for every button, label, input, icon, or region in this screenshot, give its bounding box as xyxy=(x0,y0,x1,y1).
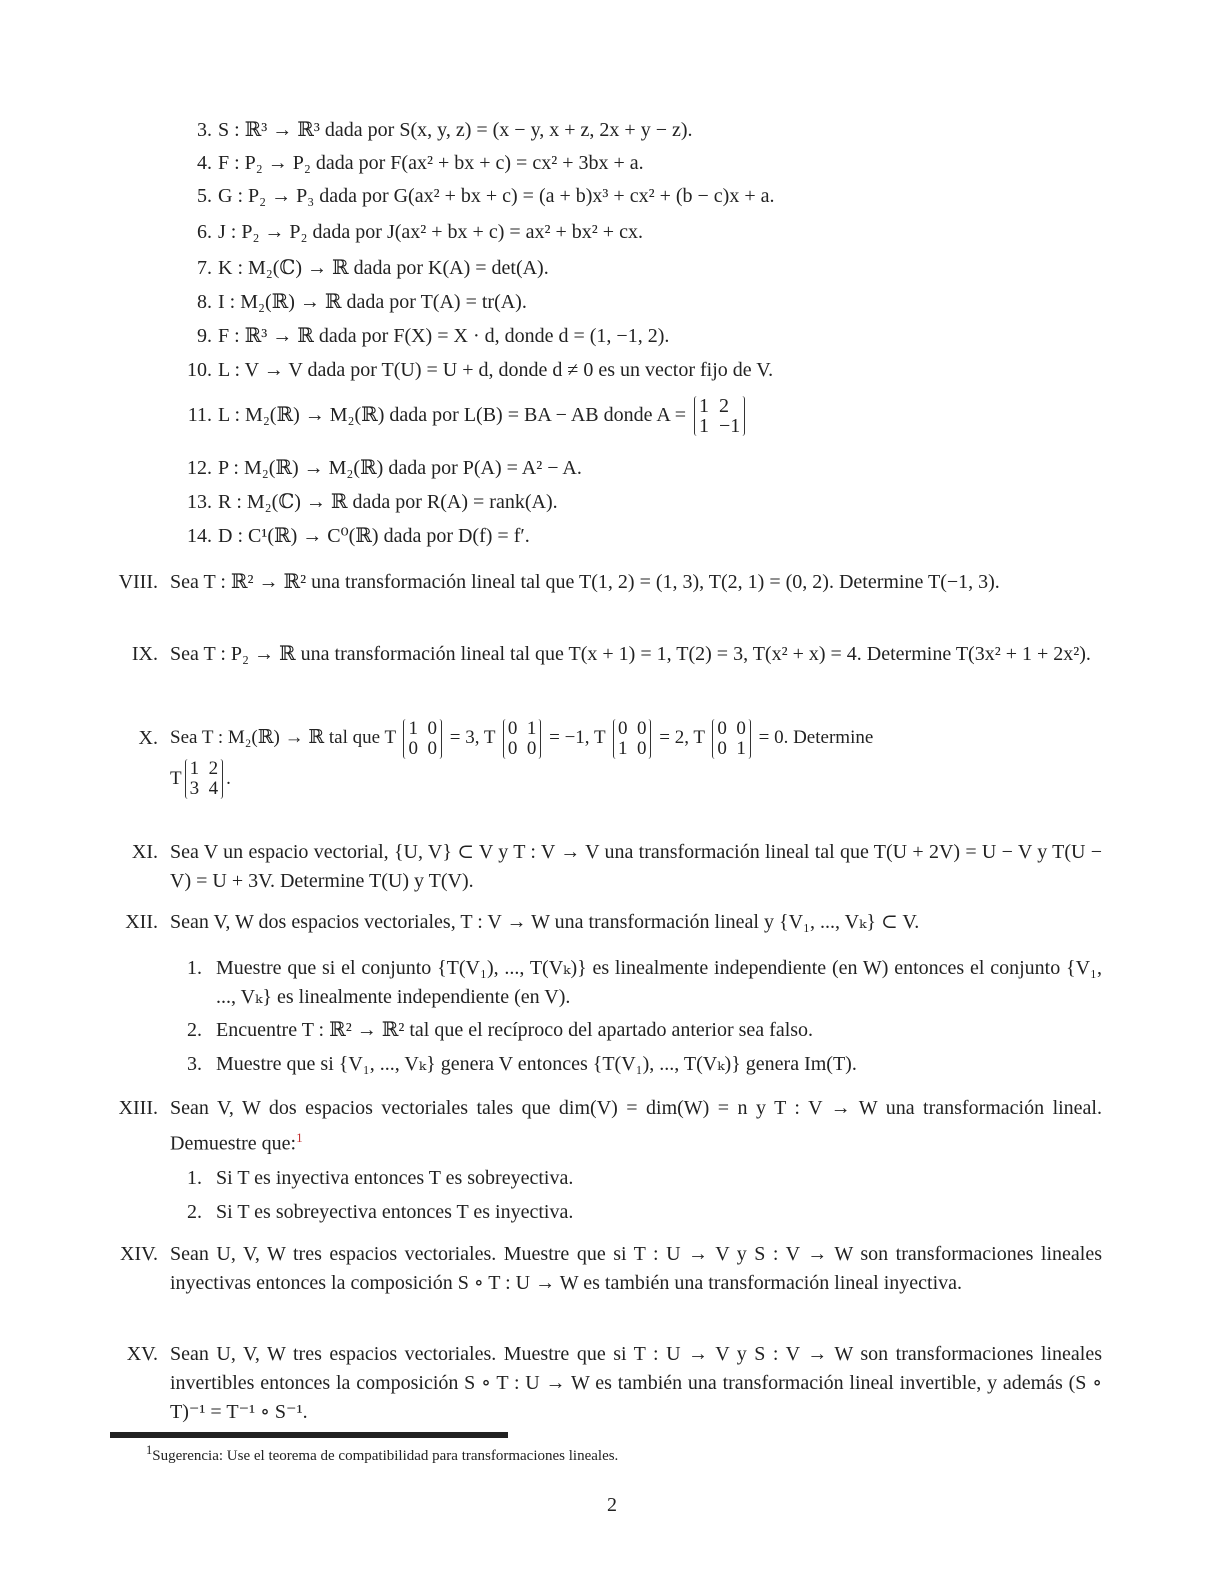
matrix-3: 0 0 1 0 xyxy=(613,719,652,759)
list-item: 9. F : ℝ³ → ℝ dada por F(X) = X · d, donde d = (1, −1, 2). xyxy=(197,325,670,347)
matrix-5: 1 2 3 4 xyxy=(185,759,224,799)
list-item: 8. I : M₂(ℝ) → ℝ dada por T(A) = tr(A). xyxy=(197,291,527,313)
list-item: 1. Muestre que si el conjunto {T(V₁), ..., T(Vₖ)} es linealmente independiente (en W) entonces el conjunto {V₁, ..., Vₖ} es linealmente independiente (en V). xyxy=(187,957,1102,1008)
matrix-2: 0 1 0 0 xyxy=(503,719,542,759)
problem-viii: VIII. Sea T : ℝ² → ℝ² una transformación lineal tal que T(1, 2) = (1, 3), T(2, 1) = (0, 2). Determine T(−1, 3). xyxy=(118,571,1000,593)
problem-xii: XII. Sean V, W dos espacios vectoriales, T : V → W una transformación lineal y {V₁, ..., Vₖ} ⊂ V. xyxy=(125,911,920,933)
problem-xiii: XIII. Sean V, W dos espacios vectoriales tales que dim(V) = dim(W) = n y T : V → W una transformación lineal. Demuestre que:$^1$ xyxy=(118,1097,1102,1155)
footnote-rule xyxy=(110,1432,508,1438)
matrix-1: 1 0 0 0 xyxy=(403,719,442,759)
problem-xv: XV. Sean U, V, W tres espacios vectoriales. Muestre que si T : U → V y S : V → W son transformaciones lineales invertibles entonces la composición S ∘ T : U → W es también una transformación lineal invertible, y además (S ∘ T)⁻¹ = T⁻¹ ∘ S⁻¹. xyxy=(126,1343,1102,1423)
list-item: 10. L : V → V dada por T(U) = U + d, donde d ≠ 0 es un vector fijo de V. xyxy=(187,359,774,381)
list-item: 4. F : P₂ → P₂ dada por F(ax² + bx + c) = cx² + 3bx + a. xyxy=(197,152,644,174)
list-item-with-matrix: 11. L : M₂(ℝ) → M₂(ℝ) dada por L(B) = BA − AB donde A = 1 2 1 −1 xyxy=(172,396,1102,436)
list-item: 2. Si T es sobreyectiva entonces T es inyectiva. xyxy=(187,1201,574,1223)
list-item: 7. K : M₂(ℂ) → ℝ dada por K(A) = det(A). xyxy=(197,257,549,279)
matrix-4: 0 0 0 1 xyxy=(712,719,751,759)
list-item: 1. Si T es inyectiva entonces T es sobreyectiva. xyxy=(187,1167,574,1189)
list-item: 6. J : P₂ → P₂ dada por J(ax² + bx + c) = ax² + bx² + cx. xyxy=(197,221,643,243)
list-item: 5. G : P₂ → P₃ dada por G(ax² + bx + c) = (a + b)x³ + cx² + (b − c)x + a. xyxy=(197,185,775,207)
problem-xi: XI. Sea V un espacio vectorial, {U, V} ⊂ V y T : V → V una transformación lineal tal que T(U + 2V) = U − V y T(U − V) = U + 3V. Determine T(U) y T(V). xyxy=(131,841,1102,892)
problem-x: X. Sea T : M₂(ℝ) → ℝ tal que T 1 0 0 0 = 3, T 0 1 0 0 = −1, T 0 0 1 0 = 2, T 0 0 0 1 = 0. Determine T 1 2 3 4 . xyxy=(138,717,874,800)
problem-xiv: XIV. Sean U, V, W tres espacios vectoriales. Muestre que si T : U → V y S : V → W son transformaciones lineales inyectivas entonces la composición S ∘ T : U → W es también una transformación lineal inyectiva. xyxy=(120,1243,1102,1294)
list-item: 14. D : C¹(ℝ) → C⁰(ℝ) dada por D(f) = f′. xyxy=(187,525,530,547)
footnote-mark[interactable]: 1 xyxy=(296,1130,303,1145)
page-number: 2 xyxy=(607,1494,617,1516)
list-item: 3. S : ℝ³ → ℝ³ dada por S(x, y, z) = (x − y, x + z, 2x + y − z). xyxy=(197,119,693,141)
problem-ix: IX. Sea T : P₂ → ℝ una transformación lineal tal que T(x + 1) = 1, T(2) = 3, T(x² + x) = 4. Determine T(3x² + 1 + 2x²). xyxy=(131,643,1091,665)
matrix-a: 1 2 1 −1 xyxy=(694,396,745,436)
list-item: 12. P : M₂(ℝ) → M₂(ℝ) dada por P(A) = A² − A. xyxy=(187,457,582,479)
footnote: $^1$Sugerencia: Use el teorema de compatibilidad para transformaciones lineales. xyxy=(146,1443,619,1464)
list-item: 2. Encuentre T : ℝ² → ℝ² tal que el recíproco del apartado anterior sea falso. xyxy=(187,1019,814,1041)
list-item: 3. Muestre que si {V₁, ..., Vₖ} genera V entonces {T(V₁), ..., T(Vₖ)} genera Im(T). xyxy=(187,1053,857,1075)
list-item: 13. R : M₂(ℂ) → ℝ dada por R(A) = rank(A). xyxy=(187,491,558,513)
